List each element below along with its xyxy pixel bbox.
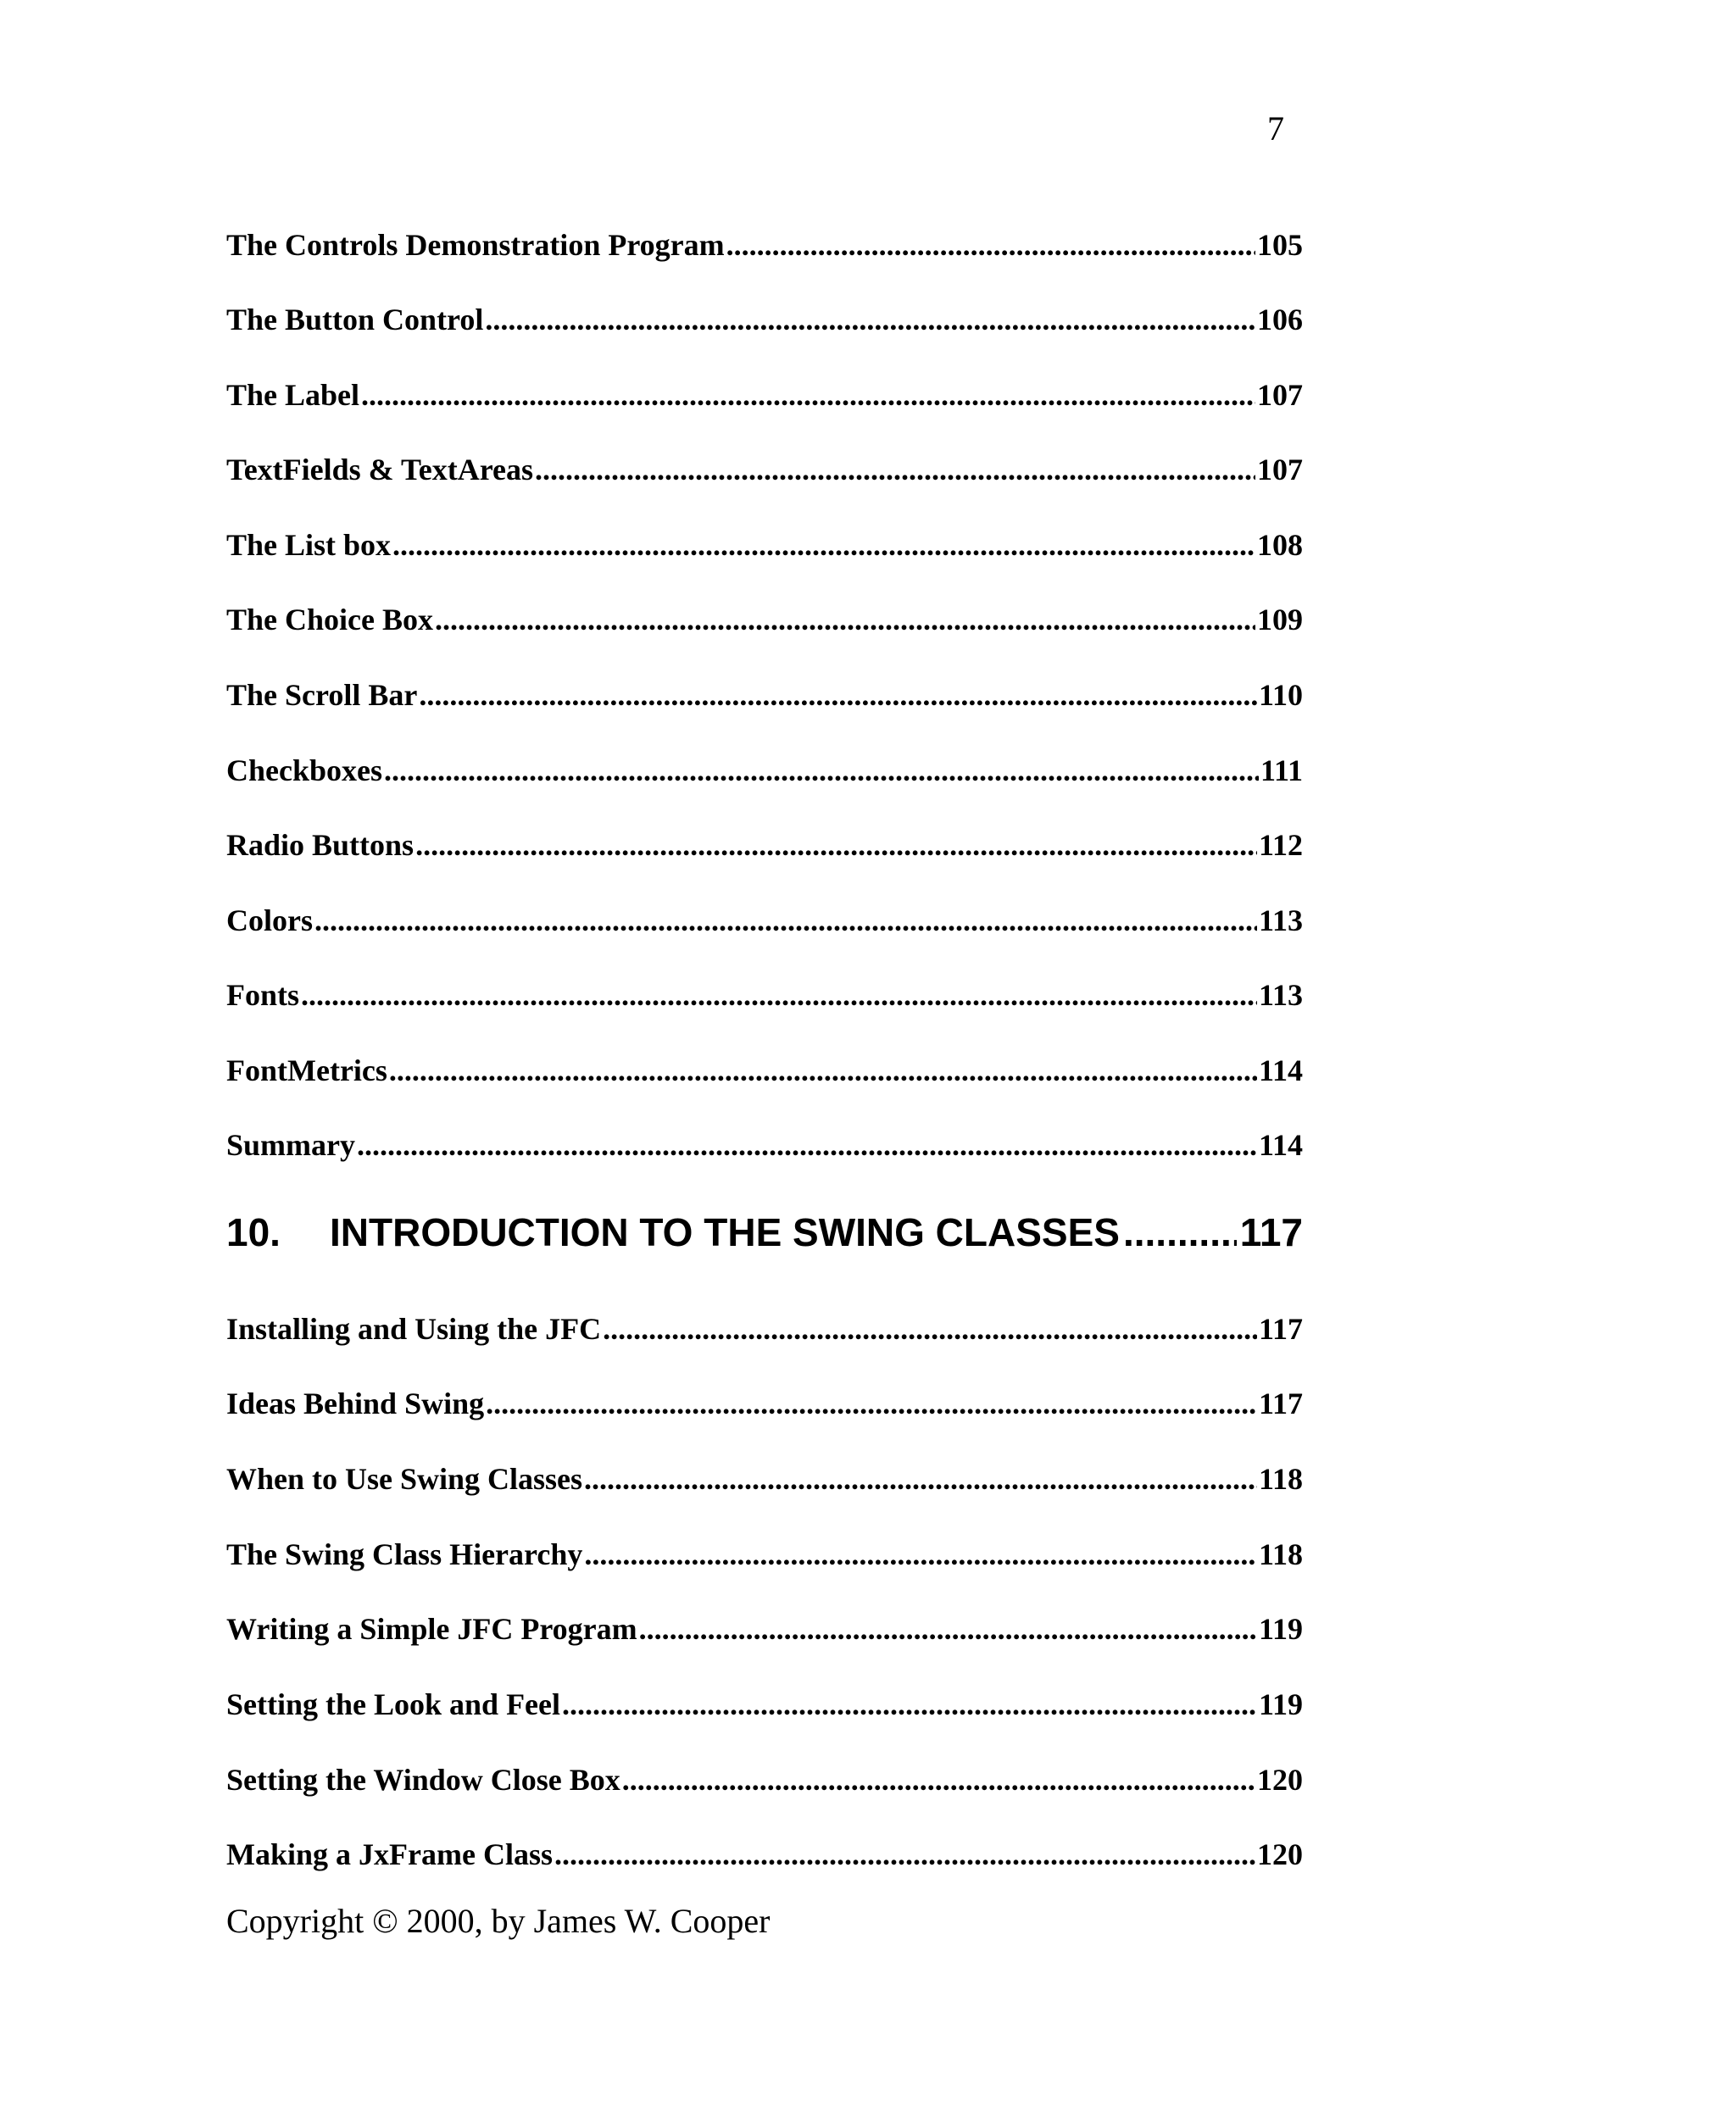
toc-entry[interactable] <box>226 1309 1303 1348</box>
toc-entry-page: 113 <box>1258 903 1303 937</box>
toc-entry[interactable] <box>226 375 1303 414</box>
toc-entry-title: Checkboxes <box>226 753 383 787</box>
dot-leader <box>389 1051 1257 1090</box>
toc-entry-title: FontMetrics <box>226 1053 387 1087</box>
dot-leader <box>622 1760 1255 1799</box>
dot-leader <box>415 825 1257 864</box>
toc-entry[interactable] <box>226 675 1303 714</box>
toc-entry-title: Ideas Behind Swing <box>226 1387 485 1420</box>
toc-entry-page: 117 <box>1258 1387 1303 1420</box>
toc-entry-page: 118 <box>1258 1537 1303 1571</box>
dot-leader <box>639 1609 1257 1648</box>
toc-entry-title: The Swing Class Hierarchy <box>226 1537 583 1571</box>
toc-entry[interactable] <box>226 975 1303 1014</box>
toc-entry-page: 118 <box>1258 1462 1303 1496</box>
toc-entry-page: 120 <box>1257 1837 1303 1871</box>
toc-entry[interactable] <box>226 225 1303 264</box>
toc-entry[interactable] <box>226 300 1303 339</box>
dot-leader <box>392 525 1255 564</box>
toc-entry-title: TextFields & TextAreas <box>226 453 534 486</box>
toc-entry[interactable] <box>226 1051 1303 1090</box>
toc-entry-page: 107 <box>1257 378 1303 412</box>
dot-leader <box>726 225 1255 264</box>
toc-entry[interactable] <box>226 600 1303 639</box>
toc-entry-title: Fonts <box>226 978 300 1012</box>
toc-entry-page: 112 <box>1258 828 1303 862</box>
dot-leader <box>562 1685 1257 1724</box>
toc-entry-title: Installing and Using the JFC <box>226 1312 602 1346</box>
chapter-title: INTRODUCTION TO THE SWING CLASSES <box>330 1210 1120 1254</box>
dot-leader <box>314 901 1257 940</box>
page-number: 7 <box>1267 109 1284 147</box>
chapter-number: 10. <box>226 1210 281 1254</box>
toc-entry-page: 107 <box>1257 453 1303 486</box>
toc-entry[interactable] <box>226 825 1303 864</box>
toc-entry-title: The List box <box>226 528 392 562</box>
toc-entry-title: The Button Control <box>226 303 484 336</box>
dot-leader <box>301 975 1257 1014</box>
toc-entry-page: 117 <box>1258 1312 1303 1346</box>
toc-entry[interactable] <box>226 1760 1303 1799</box>
dot-leader <box>535 450 1255 489</box>
toc-entry-page: 105 <box>1257 228 1303 262</box>
dot-leader <box>584 1459 1257 1498</box>
toc-entry[interactable] <box>226 751 1303 790</box>
toc-entry-title: The Choice Box <box>226 603 434 636</box>
toc-entry[interactable] <box>226 450 1303 489</box>
toc-entry-page: 119 <box>1258 1687 1303 1721</box>
toc-entry[interactable] <box>226 1459 1303 1498</box>
toc-entry-title: Writing a Simple JFC Program <box>226 1612 637 1646</box>
toc-entry[interactable] <box>226 1609 1303 1648</box>
dot-leader <box>603 1309 1257 1348</box>
toc-entry-page: 120 <box>1257 1763 1303 1797</box>
dot-leader <box>419 675 1257 714</box>
toc-entry-title: Summary <box>226 1128 355 1162</box>
toc-entry-title: Setting the Window Close Box <box>226 1763 620 1797</box>
chapter-page: 117 <box>1239 1210 1303 1254</box>
toc-entry[interactable] <box>226 1685 1303 1724</box>
dot-leader <box>584 1535 1257 1574</box>
toc-entry[interactable] <box>226 901 1303 940</box>
toc-entry[interactable] <box>226 525 1303 564</box>
toc-entry[interactable] <box>226 1125 1303 1164</box>
toc-entry[interactable] <box>226 1535 1303 1574</box>
dot-leader <box>554 1835 1255 1874</box>
toc-entry-title: Radio Buttons <box>226 828 415 862</box>
toc-entry[interactable] <box>226 1384 1303 1423</box>
toc-entry-page: 106 <box>1257 303 1303 336</box>
toc-entry-title: Colors <box>226 903 313 937</box>
toc-entry-page: 109 <box>1257 603 1303 636</box>
dot-leader <box>1123 1209 1237 1256</box>
toc-entry-page: 119 <box>1258 1612 1303 1646</box>
dot-leader <box>485 300 1255 339</box>
toc-entry-title: The Controls Demonstration Program <box>226 228 725 262</box>
dot-leader <box>357 1125 1257 1164</box>
toc-entry-title: When to Use Swing Classes <box>226 1462 583 1496</box>
dot-leader <box>361 375 1255 414</box>
dot-leader <box>486 1384 1257 1423</box>
toc-entry-page: 108 <box>1257 528 1303 562</box>
toc-chapter-entry[interactable] <box>226 1209 1303 1256</box>
dot-leader <box>384 751 1259 790</box>
toc-entry[interactable] <box>226 1835 1303 1874</box>
copyright-footer: Copyright © 2000, by James W. Cooper <box>226 1902 771 1940</box>
toc-entry-title: The Scroll Bar <box>226 678 418 712</box>
toc-entry-page: 114 <box>1258 1128 1303 1162</box>
toc-entry-page: 114 <box>1258 1053 1303 1087</box>
toc-entry-page: 111 <box>1260 753 1303 787</box>
toc-entry-page: 110 <box>1258 678 1303 712</box>
dot-leader <box>435 600 1255 639</box>
toc-entry-title: The Label <box>226 378 360 412</box>
toc-entry-title: Making a JxFrame Class <box>226 1837 553 1871</box>
toc-entry-page: 113 <box>1258 978 1303 1012</box>
toc-entry-title: Setting the Look and Feel <box>226 1687 561 1721</box>
